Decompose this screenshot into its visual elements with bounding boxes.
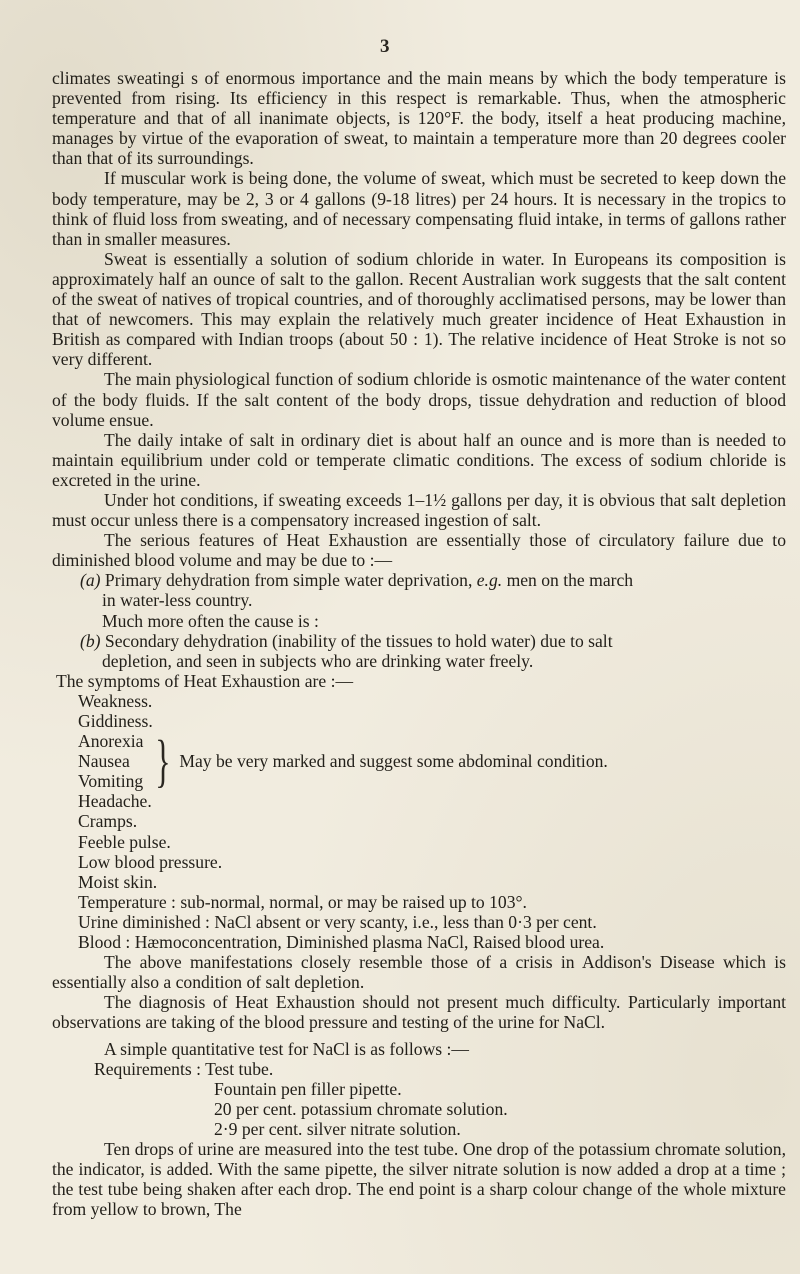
symptom-item: Urine diminished : NaCl absent or very scanty, i.e., less than 0·3 per cent. (78, 911, 597, 932)
test-intro: A simple quantitative test for NaCl is as follows :— (104, 1038, 470, 1059)
cause-a (80, 570, 786, 630)
symptoms-list (78, 691, 786, 952)
cause-b-continuation: depletion, and seen in subjects who are drinking water freely. (102, 650, 534, 671)
paragraph-daily-intake: The daily intake of salt in ordinary diet is about half an ounce and is more than is needed to maintain equilibrium under cold or temperate climatic conditions. The excess of sodium chloride is excreted in the urine. (52, 429, 786, 490)
requirements-label: Requirements : Test tube. (94, 1058, 274, 1079)
paragraph-sweat-composition: Sweat is essentially a solution of sodium chloride in water. In Europeans its composition is approximately half an ounce of salt to the gallon. Recent Australian work suggests that the salt content of the sweat of natives of tropical countries, and of thoroughly acclimatised persons, may be lower than that of newcomers. This may explain the relatively much greater incidence of Heat Exhaustion in British as compared with Indian troops (about 50 : 1). The relative incidence of Heat Stroke is not so very different. (52, 248, 786, 370)
requirement-item: 20 per cent. potassium chromate solution. (214, 1098, 508, 1119)
cause-b-text: Secondary dehydration (inability of the tissues to hold water) due to salt (104, 630, 613, 651)
paragraph-addisons: The above manifestations closely resemble those of a crisis in Addison's Disease which is essentially also a condition of salt depletion. (52, 952, 786, 993)
symptom-item: Weakness. (78, 690, 153, 711)
symptom-item: Moist skin. (78, 871, 158, 892)
paragraph-muscular-work: If muscular work is being done, the volume of sweat, which must be secreted to keep down the body temperature, may be 2, 3 or 4 gallons (9-18 litres) per 24 hours. It is necessary in the tropics to think of fluid loss from sweating, and of necessary compensating fluid intake, in terms of gallons rather than in smaller measures. (52, 168, 786, 249)
symptom-item: Temperature : sub-normal, normal, or may be raised up to 103°. (78, 891, 527, 912)
cause-a-tail: men on the march (506, 570, 634, 591)
symptom-item: Blood : Hæmoconcentration, Diminished plasma NaCl, Raised blood urea. (78, 932, 605, 953)
paragraph-test-procedure: Ten drops of urine are measured into the test tube. One drop of the potassium chromate solution, the indicator, is added. With the same pipette, the silver nitrate solution is now added a drop at a time ; the test tube being shaken after each drop. The end point is a sharp colour change of the whole mixture from yellow to brown, The (52, 1138, 786, 1220)
bracketed-symptom-names (78, 731, 143, 791)
cause-b-label: (b) (80, 630, 101, 651)
symptom-item: Vomiting (78, 771, 144, 792)
symptoms-intro: The symptoms of Heat Exhaustion are :— (56, 670, 354, 691)
requirement-item: 2·9 per cent. silver nitrate solution. (214, 1118, 461, 1139)
paragraph-serious-features: The serious features of Heat Exhaustion are essentially those of circulatory failure due to diminished blood volume and may be due to :— (52, 530, 786, 571)
symptom-item: Giddiness. (78, 711, 153, 731)
symptom-item: Nausea (78, 751, 130, 772)
symptom-item: Headache. (78, 791, 152, 812)
cause-a-continuation: in water-less country. (102, 590, 253, 611)
cause-middle-text: Much more often the cause is : (102, 610, 319, 631)
paragraph-hot-conditions: Under hot conditions, if sweating exceeds 1–1½ gallons per day, it is obvious that salt depletion must occur unless there is a compensatory increased ingestion of salt. (52, 489, 786, 531)
cause-a-label: (a) (80, 570, 101, 591)
symptom-item: Cramps. (78, 811, 138, 832)
curly-brace-icon: } (155, 728, 172, 794)
paragraph-diagnosis: The diagnosis of Heat Exhaustion should not present much difficulty. Particularly important observations are taking of the blood pressure and testing of the urine for NaCl. (52, 992, 786, 1033)
bracketed-symptoms (78, 728, 786, 794)
cause-b (80, 631, 786, 671)
paragraph-sweating: climates sweatingi s of enormous importance and the main means by which the body temperature is prevented from rising. Its efficiency in this respect is remarkable. Thus, when the atmospheric temperature and that of all inanimate objects, is 120°F. the body, itself a heat producing machine, manages by virtue of the evaporation of sweat, to maintain a temperature more than 20 degrees cooler than that of its surroundings. (52, 68, 786, 169)
bracket-note: May be very marked and suggest some abdominal condition. (179, 751, 608, 772)
paragraph-sodium-function: The main physiological function of sodium chloride is osmotic maintenance of the water content of the body fluids. If the salt content of the body drops, tissue dehydration and reduction of blood volume ensue. (52, 369, 786, 430)
symptom-item: Feeble pulse. (78, 831, 171, 852)
symptom-item: Low blood pressure. (78, 851, 223, 872)
requirement-item: Fountain pen filler pipette. (214, 1078, 402, 1099)
page-number: 3 (380, 36, 390, 57)
cause-a-line (80, 570, 786, 590)
requirements-list (214, 1079, 786, 1139)
cause-a-eg: e.g. (476, 570, 503, 591)
cause-a-text: Primary dehydration from simple water deprivation, (104, 570, 473, 591)
cause-b-line (80, 631, 786, 651)
symptom-item: Anorexia (78, 731, 144, 752)
body-text (52, 68, 786, 1219)
